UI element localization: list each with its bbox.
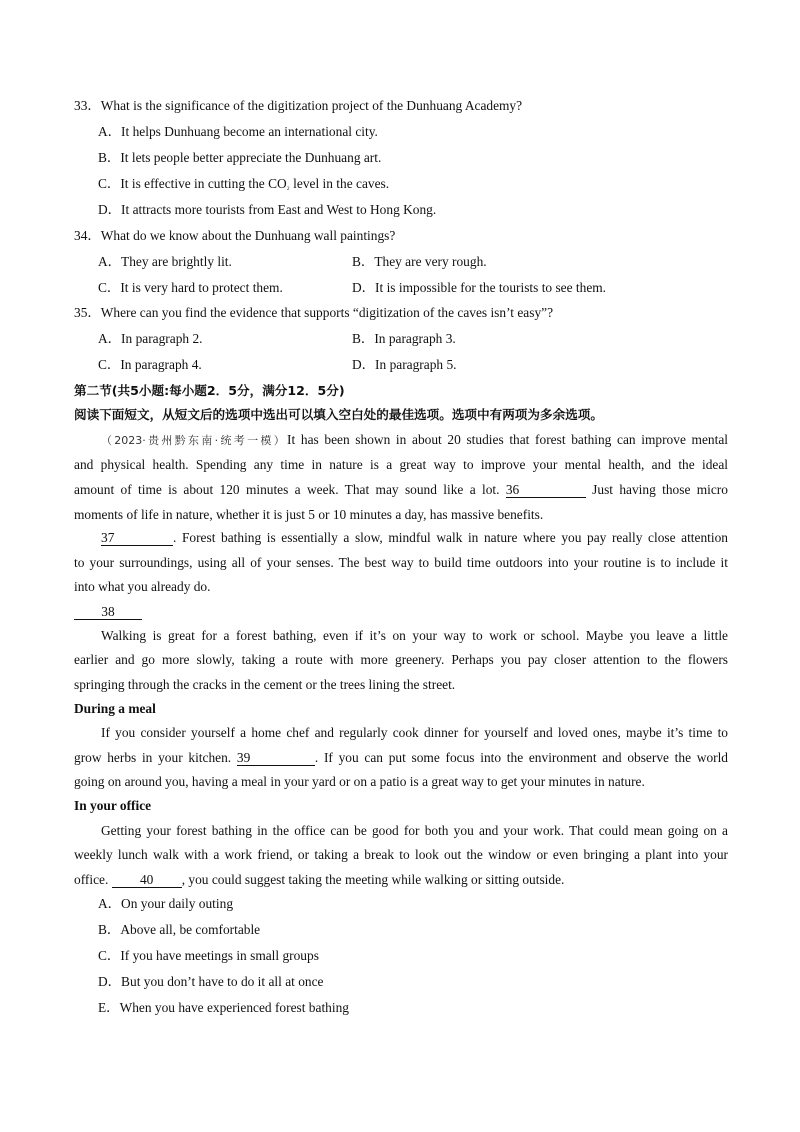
q35-option-b: B．In paragraph 3. [352,331,456,346]
passage-text: amount of time is about 120 minutes a week. That may sound like a lot. [74,482,500,497]
q33-option-c [98,175,752,194]
answer-option-d: D．But you don’t have to do it all at once [98,974,324,989]
question-33: 33．What is the significance of the digitization project of the Dunhuang Academy? [74,98,523,113]
passage-text: It has been shown in about 20 studies that forest bathing can improve mental [287,432,728,447]
q34-option-a: A．They are brightly lit. [98,254,232,269]
q33-option-b: B．It lets people better appreciate the Dunhuang art. [98,150,382,165]
blank-40: 40 [112,872,182,888]
q33-option-a: A．It helps Dunhuang become an international city. [98,124,378,139]
question-34: 34．What do we know about the Dunhuang wall paintings? [74,228,396,243]
passage-p1-line2: and physical health. Spending any time in nature is a great way to improve your mental health, and the ideal [74,457,728,472]
q34-option-b: B．They are very rough. [352,254,487,269]
q34-option-c: C．It is very hard to protect them. [98,280,283,295]
passage-text: . If you can put some focus into the environment and observe the world [314,750,729,765]
passage-p2-line1 [74,529,728,547]
passage-text: grow herbs in your kitchen. [74,750,232,765]
blank-38-line [74,603,728,621]
passage-text: , you could suggest taking the meeting while walking or sitting outside. [181,872,565,887]
q34-option-d: D．It is impossible for the tourists to see them. [352,280,607,295]
passage-p5-line1: Getting your forest bathing in the office can be good for both you and your work. That could mean going on a [101,823,728,838]
question-35: 35．Where can you find the evidence that supports “digitization of the caves isn’t easy”? [74,305,554,320]
section-instruction: 阅读下面短文，从短文后的选项中选出可以填入空白处的最佳选项。选项中有两项为多余选项。 [74,407,603,422]
section-header: 第二节(共5小题:每小题2．5分，满分12．5分) [74,383,345,398]
passage-source: （2023·贵州黔东南·统考一模） [101,434,288,447]
q33-c-text: C．It is effective in cutting the CO [98,176,287,191]
passage-p4-line1: If you consider yourself a home chef and regularly cook dinner for yourself and loved ones, maybe it’s time to [101,725,728,740]
blank-38: 38 [74,604,142,620]
passage-text: office. [74,872,109,887]
q35-option-a: A．In paragraph 2. [98,331,203,346]
blank-36: 36 [506,482,586,498]
passage-p4-line2 [74,749,728,767]
passage-p3-line1: Walking is great for a forest bathing, even if it’s on your way to work or school. Maybe you leave a little [101,628,728,643]
q33-c-text-end: level in the caves. [289,176,390,191]
passage-p4-line3: going on around you, having a meal in your yard or on a patio is a great way to get your minutes in nature. [74,774,645,789]
blank-39: 39 [237,750,315,766]
passage-p1-line4: moments of life in nature, whether it is just 5 or 10 minutes a day, has massive benefits. [74,507,544,522]
q33-option-d: D．It attracts more tourists from East and West to Hong Kong. [98,202,437,217]
passage-p5-line2: weekly lunch walk with a work friend, or taking a break to look out the window or even bringing a plant into your [74,847,728,862]
q33-c-subscript: ₂ [286,180,290,190]
passage-p5-line3 [74,871,728,889]
passage-p3-line3: springing through the cracks in the cement or the trees lining the street. [74,677,456,692]
passage-p3-line2: earlier and go more slowly, taking a route with more greenery. Perhaps you pay closer attention to the flowers [74,652,728,667]
passage-p2-line3: into what you already do. [74,579,211,594]
subheading-meal: During a meal [74,701,156,716]
passage-p2-line2: to your surroundings, using all of your senses. The best way to build time outdoors into your routine is to include it [74,555,728,570]
q35-option-c: C．In paragraph 4. [98,357,202,372]
passage-text: . Forest bathing is essentially a slow, mindful walk in nature where you pay really close attention [173,530,728,545]
answer-option-e: E．When you have experienced forest bathing [98,1000,349,1015]
passage-p1-line1 [74,431,728,450]
answer-option-c: C．If you have meetings in small groups [98,948,319,963]
blank-37: 37 [101,530,173,546]
answer-option-b: B．Above all, be comfortable [98,922,261,937]
subheading-office: In your office [74,798,152,813]
q35-option-d: D．In paragraph 5. [352,357,457,372]
answer-option-a: A．On your daily outing [98,896,234,911]
passage-text: Just having those micro [592,482,728,497]
passage-p1-line3 [74,481,728,499]
